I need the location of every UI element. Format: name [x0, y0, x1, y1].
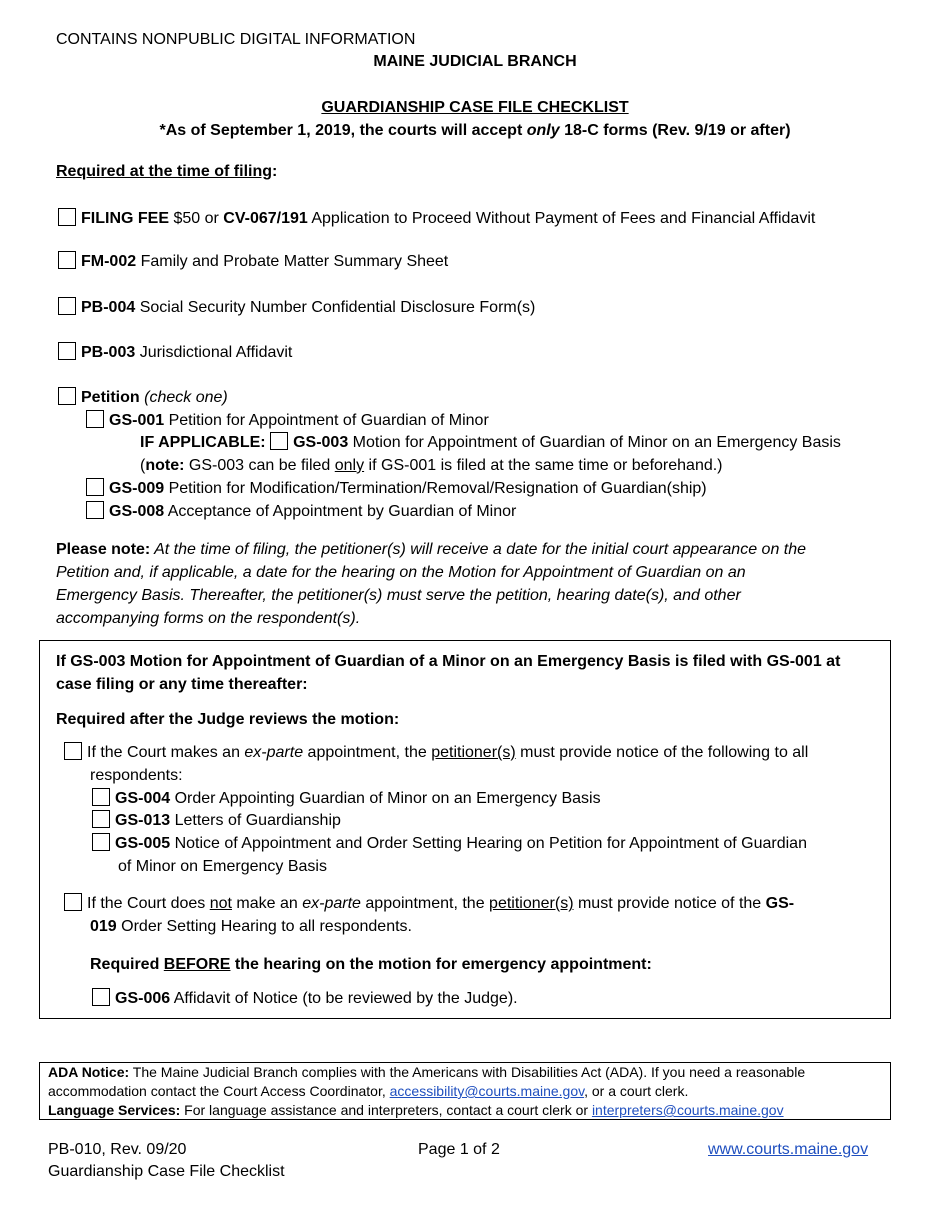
pb004-checkbox[interactable] [58, 297, 76, 315]
ada-text3: , or a court clerk. [584, 1083, 689, 1099]
before-hearing-heading [90, 953, 652, 976]
item-text: Order Appointing Guardian of Minor on an Emergency Basis [170, 790, 601, 807]
before-hearing-post: the hearing on the motion for emergency appointment: [230, 956, 652, 973]
item-code: GS-013 [115, 812, 171, 829]
language-services-label: Language Services: [48, 1102, 181, 1118]
item-code: CV-067/191 [223, 210, 308, 227]
page-number: Page 1 of 2 [418, 1141, 500, 1158]
nonpublic-label: CONTAINS NONPUBLIC DIGITAL INFORMATION [56, 31, 416, 48]
exparte-line2: respondents: [90, 767, 183, 784]
item-text: $50 or [169, 210, 224, 227]
not-exparte-pre: If the Court does [87, 895, 210, 912]
exparte-item [64, 741, 808, 764]
checklist-item-gs009 [86, 477, 707, 500]
checklist-item-pb003 [58, 341, 292, 364]
gs004-checkbox[interactable] [92, 788, 110, 806]
checklist-item-filing-fee [58, 207, 815, 230]
not-exparte-term: ex-parte [302, 895, 361, 912]
please-note [56, 538, 806, 630]
pb003-checkbox[interactable] [58, 342, 76, 360]
item-code: GS-004 [115, 790, 171, 807]
please-note-line2: Petition and, if applicable, a date for the hearing on the Motion for Appointment of Guardian on an [56, 564, 746, 581]
ada-line1 [48, 1063, 805, 1082]
checklist-item-pb004 [58, 296, 535, 319]
gs008-checkbox[interactable] [86, 501, 104, 519]
not-exparte-not: not [209, 895, 232, 912]
ada-line3 [48, 1101, 805, 1120]
not-exparte-petitioner: petitioner(s) [489, 895, 574, 912]
gs005-checkbox[interactable] [92, 833, 110, 851]
not-exparte-post: must provide notice of the [573, 895, 766, 912]
ada-line2 [48, 1082, 805, 1101]
gs003-note [140, 454, 723, 477]
gs006-checkbox[interactable] [92, 988, 110, 1006]
ada-text2: accommodation contact the Court Access Coordinator, [48, 1083, 390, 1099]
item-text: Petition for Appointment of Guardian of Minor [164, 412, 489, 429]
item-text: Letters of Guardianship [170, 812, 341, 829]
item-code: Petition [81, 389, 140, 406]
gs003-checkbox[interactable] [270, 432, 288, 450]
branch-name: MAINE JUDICIAL BRANCH [373, 53, 577, 70]
item-code: GS-003 [293, 434, 349, 451]
item-code: GS-006 [115, 990, 171, 1007]
checklist-item-gs003 [140, 431, 841, 454]
required-heading-text: Required at the time of filing [56, 163, 273, 180]
exparte-post: must provide notice of the following to all [515, 744, 809, 761]
item-code: GS-001 [109, 412, 165, 429]
notice-post: 18-C forms (Rev. 9/19 or after) [559, 122, 791, 139]
item-code: FM-002 [81, 253, 137, 270]
page-title: GUARDIANSHIP CASE FILE CHECKLIST [321, 99, 629, 116]
item-text: Jurisdictional Affidavit [135, 344, 293, 361]
form-name: Guardianship Case File Checklist [48, 1163, 285, 1180]
exparte-mid: appointment, the [303, 744, 432, 761]
item-text: Notice of Appointment and Order Setting Hearing on Petition for Appointment of Guardian [170, 835, 807, 852]
item-text: Application to Proceed Without Payment of Fees and Financial Affidavit [307, 210, 816, 227]
checklist-item-gs006 [92, 987, 518, 1010]
exparte-petitioner: petitioner(s) [431, 744, 516, 761]
not-exparte-code: GS- [765, 895, 795, 912]
item-text: Family and Probate Matter Summary Sheet [136, 253, 449, 270]
fm002-checkbox[interactable] [58, 251, 76, 269]
petition-checkbox[interactable] [58, 387, 76, 405]
ada-label: ADA Notice: [48, 1064, 130, 1080]
form-revision-notice [0, 119, 950, 142]
not-exparte-line2-text: Order Setting Hearing to all respondents. [116, 918, 412, 935]
notice-only: only [526, 122, 560, 139]
after-review-heading: Required after the Judge reviews the motion: [56, 711, 400, 728]
please-note-line3: Emergency Basis. Thereafter, the petitioner(s) must serve the petition, hearing date(s), and other [56, 587, 741, 604]
please-note-label: Please note: [56, 541, 151, 558]
checklist-item-gs005 [92, 832, 807, 855]
item-code: PB-004 [81, 299, 136, 316]
emergency-heading [56, 650, 840, 696]
gs001-checkbox[interactable] [86, 410, 104, 428]
required-heading [56, 160, 277, 183]
item-code: GS-008 [109, 503, 165, 520]
please-note-text: At the time of filing, the petitioner(s) will receive a date for the initial court appearance on the [150, 541, 807, 558]
checklist-item-gs013 [92, 809, 341, 832]
form-id: PB-010, Rev. 09/20 [48, 1141, 187, 1158]
checklist-item-gs001 [86, 409, 489, 432]
ada-notice [48, 1063, 805, 1120]
not-exparte-checkbox[interactable] [64, 893, 82, 911]
item-text: Affidavit of Notice (to be reviewed by the Judge). [170, 990, 518, 1007]
item-text: Social Security Number Confidential Disclosure Form(s) [135, 299, 536, 316]
if-applicable-label: IF APPLICABLE: [140, 434, 266, 451]
exparte-checkbox[interactable] [64, 742, 82, 760]
item-code: GS-009 [109, 480, 165, 497]
gs009-checkbox[interactable] [86, 478, 104, 496]
item-text: Petition for Modification/Termination/Removal/Resignation of Guardian(ship) [164, 480, 707, 497]
ada-text1: The Maine Judicial Branch complies with the Americans with Disabilities Act (ADA). If you need a reasonable [129, 1064, 806, 1080]
exparte-pre: If the Court makes an [87, 744, 245, 761]
accessibility-email-link[interactable]: accessibility@courts.maine.gov [389, 1083, 585, 1099]
please-note-line1 [56, 538, 806, 561]
note-pre: GS-003 can be filed [184, 457, 335, 474]
filing-fee-checkbox[interactable] [58, 208, 76, 226]
emergency-heading-line2: case filing or any time thereafter: [56, 676, 308, 693]
not-exparte-line2 [90, 915, 412, 938]
note-post: if GS-001 is filed at the same time or beforehand.) [364, 457, 723, 474]
note-only: only [334, 457, 365, 474]
item-code: FILING FEE [81, 210, 169, 227]
not-exparte-item [64, 892, 794, 915]
item-code: GS-005 [115, 835, 171, 852]
item-note: (check one) [139, 389, 228, 406]
item-text: Acceptance of Appointment by Guardian of Minor [164, 503, 517, 520]
website-link[interactable]: www.courts.maine.gov [708, 1141, 869, 1158]
required-heading-colon: : [272, 163, 278, 180]
interpreters-email-link[interactable]: interpreters@courts.maine.gov [591, 1102, 784, 1118]
emergency-heading-line1: If GS-003 Motion for Appointment of Guardian of a Minor on an Emergency Basis is filed with GS-001 at [56, 653, 841, 670]
not-exparte-mid1: make an [231, 895, 303, 912]
checklist-item-fm002 [58, 250, 448, 273]
checklist-item-petition [58, 386, 228, 409]
item-text: Motion for Appointment of Guardian of Minor on an Emergency Basis [348, 434, 841, 451]
checklist-item-gs008 [86, 500, 516, 523]
note-open: ( [140, 457, 146, 474]
gs005-line2: of Minor on Emergency Basis [118, 858, 327, 875]
exparte-term: ex-parte [244, 744, 304, 761]
not-exparte-mid2: appointment, the [360, 895, 490, 912]
notice-pre: *As of September 1, 2019, the courts will accept [159, 122, 527, 139]
gs013-checkbox[interactable] [92, 810, 110, 828]
item-code: PB-003 [81, 344, 136, 361]
please-note-line4: accompanying forms on the respondent(s). [56, 610, 361, 627]
language-services-text: For language assistance and interpreters, contact a court clerk or [180, 1102, 592, 1118]
not-exparte-code-cont: 019 [90, 918, 117, 935]
before-hearing-pre: Required [90, 956, 164, 973]
checklist-item-gs004 [92, 787, 601, 810]
before-hearing-before: BEFORE [163, 956, 231, 973]
note-label: note: [145, 457, 185, 474]
